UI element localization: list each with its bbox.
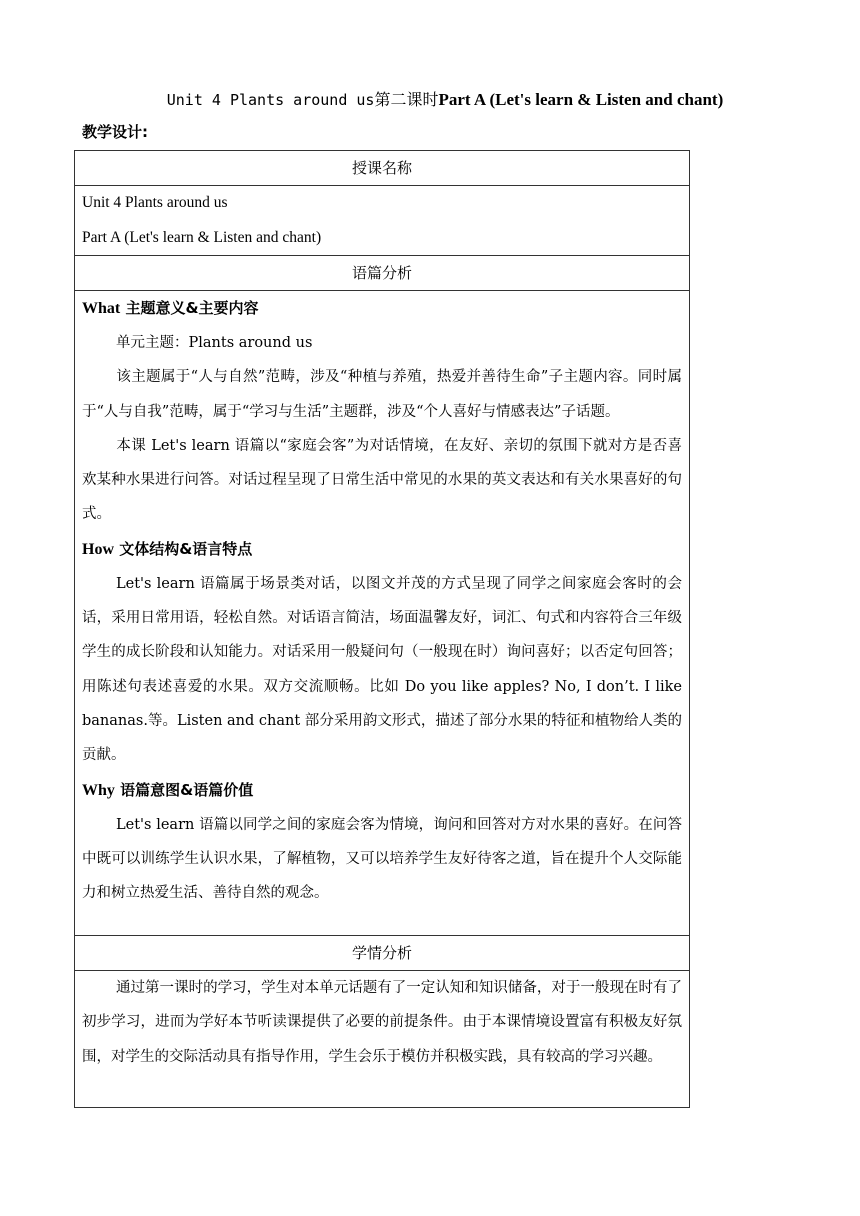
row-learner-header xyxy=(75,936,690,971)
how-heading: How 文体结构&语言特点 xyxy=(82,539,253,558)
title-unit: Unit 4 Plants around us xyxy=(166,91,375,109)
course-name-header: 授课名称 xyxy=(75,151,690,186)
design-label: 教学设计: xyxy=(82,123,148,141)
row-course-name-header xyxy=(75,151,690,186)
row-text-analysis-header xyxy=(75,256,690,291)
why-heading: Why 语篇意图&语篇价值 xyxy=(82,780,254,799)
row-course-name xyxy=(75,186,690,256)
course-name-cell xyxy=(75,186,690,256)
what-paragraph-2: 本课 Let's learn 语篇以“家庭会客”为对话情境，在友好、亲切的氛围下就对方是否喜欢某种水果进行问答。对话过程呈现了日常生活中常见的水果的英文表达和有关水果喜好的句式。 xyxy=(82,437,682,523)
learner-analysis-cell xyxy=(75,971,690,1108)
text-analysis-cell xyxy=(75,291,690,936)
document-title xyxy=(0,88,860,112)
course-name-line2: Part A (Let's learn & Listen and chant) xyxy=(82,228,322,246)
learner-paragraph: 通过第一课时的学习，学生对本单元话题有了一定认知和知识储备，对于一般现在时有了初步学习，进而为学好本节听读课提供了必要的前提条件。由于本课情境设置富有积极友好氛围，对学生的交际活动具有指导作用，学生会乐于模仿并积极实践，具有较高的学习兴趣。 xyxy=(82,980,682,1065)
course-name-line1: Unit 4 Plants around us xyxy=(82,194,228,211)
lesson-plan-table xyxy=(74,150,690,1108)
row-learner xyxy=(75,971,690,1108)
what-heading: What 主题意义&主要内容 xyxy=(82,299,259,317)
what-theme: 单元主题：Plants around us xyxy=(116,335,313,351)
why-paragraph: Let's learn 语篇以同学之间的家庭会客为情境，询问和回答对方对水果的喜好。在问答中既可以训练学生认识水果，了解植物，又可以培养学生友好待客之道，旨在提升个人交际能力和树立热爱生活、善待自然的观念。 xyxy=(82,816,682,902)
title-part: Part A (Let's learn & Listen and chant) xyxy=(438,90,724,109)
row-text-analysis xyxy=(75,291,690,936)
text-analysis-header: 语篇分析 xyxy=(75,256,690,291)
what-paragraph-1: 该主题属于“人与自然”范畴，涉及“种植与养殖，热爱并善待生命”子主题内容。同时属于“人与自我”范畴，属于“学习与生活”主题群，涉及“个人喜好与情感表达”子话题。 xyxy=(82,369,682,420)
how-paragraph: Let's learn 语篇属于场景类对话，以图文并茂的方式呈现了同学之间家庭会客时的会话，采用日常用语，轻松自然。对话语言简洁，场面温馨友好，词汇、句式和内容符合三年级学生的成长阶段和认知能力。对话采用一般疑问句（一般现在时）询问喜好；以否定句回答；用陈述句表述喜爱的水果。双方交流顺畅。比如 Do you like apples? No, I don’t. I like bananas.等。Listen and chant 部分采用韵文形式，描述了部分水果的特征和植物给人类的贡献。 xyxy=(82,575,682,764)
title-lesson: 第二课时 xyxy=(374,90,439,109)
learner-analysis-header: 学情分析 xyxy=(75,936,690,971)
